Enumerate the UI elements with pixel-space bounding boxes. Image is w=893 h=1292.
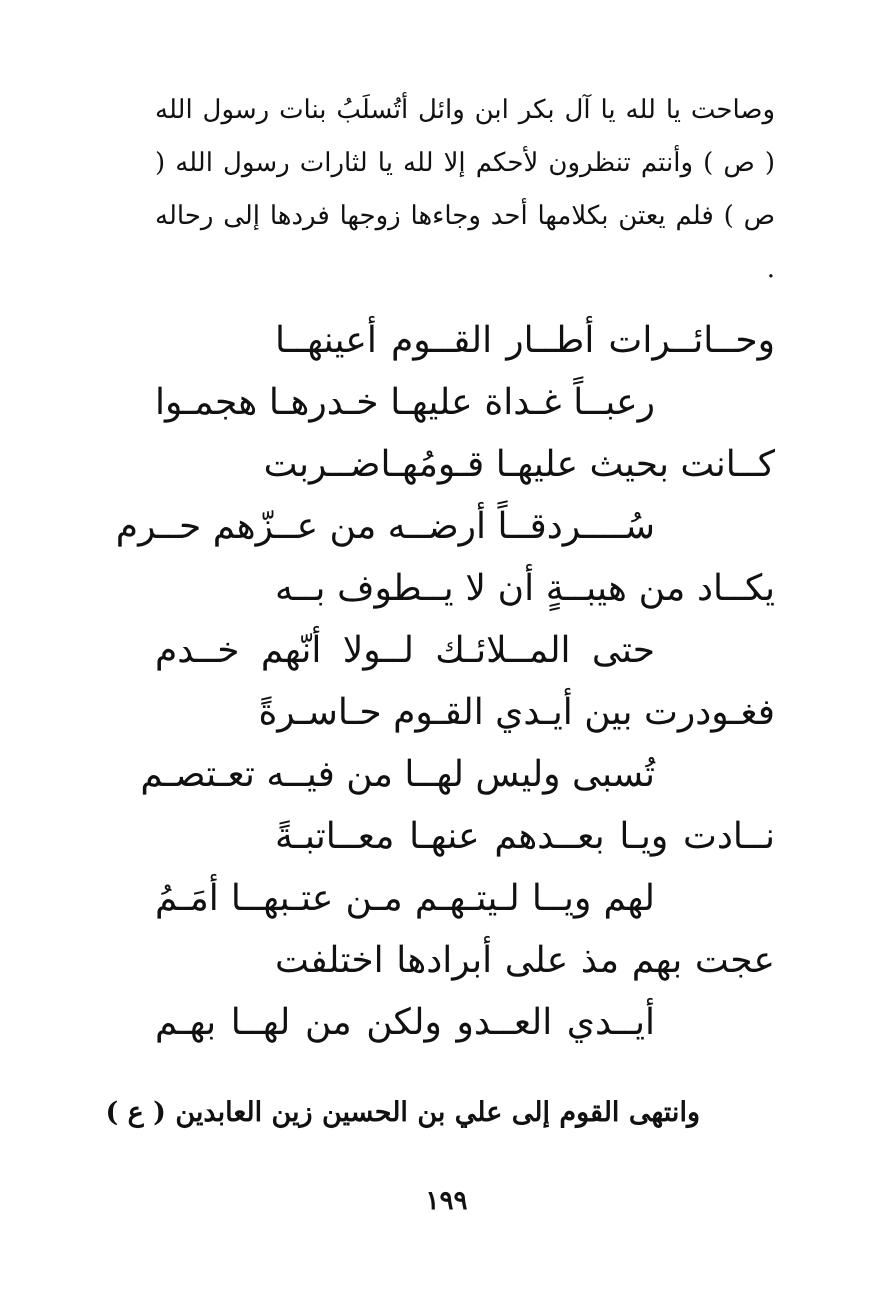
verse-line-2: رعبــاً غـداة عليهـا خـدرهـا هجمـوا	[155, 382, 655, 423]
verse-line-3: كــانت بحيث عليهـا قـومُهـاضــربت	[263, 444, 775, 485]
verse-line-5: يكــاد من هيبــةٍ أن لا يــطوف بــه	[275, 568, 775, 609]
verse-line-8: تُسبى وليس لهــا من فيــه تعـتصـم	[140, 754, 655, 795]
verse-line-9: نــادت ويـا بعــدهم عنهـا معــاتبـةً	[275, 816, 775, 857]
section-caption: وانتهى القوم إلى علي بن الحسين زين العابدين ( ع )	[105, 1097, 700, 1128]
verse-line-10: لهم ويــا لـيتـهـم مـن عتـبهــا أمَـمُ	[155, 878, 655, 919]
page-number: ١٩٩	[425, 1186, 468, 1216]
verse-line-11: عجت بهم مذ على أبرادها اختلفت	[275, 940, 775, 981]
verse-line-6: حتى المــلائـك لــولا أنّهم خــدم	[155, 630, 655, 671]
prose-paragraph	[155, 84, 775, 296]
verse-line-4: سُــــردقــاً أرضــه من عــزّهم حــرم	[115, 506, 655, 547]
verse-line-12: أيــدي العــدو ولكن من لهــا بهـم	[155, 1002, 655, 1043]
verse-line-1: وحــائــرات أطــار القــوم أعينهــا	[275, 320, 775, 361]
prose-text: وصاحت يا لله يا آل بكر ابن وائل أتُسلَبُ بنات رسول الله ( ص ) وأنتم تنظرون لأحكم إلا لله يا لثارات رسول الله ( ص ) فلم يعتن بكلامها أحد وجاءها زوجها فردها إلى رحاله .	[155, 95, 775, 284]
verse-line-7: فغـودرت بين أيـدي القـوم حـاسـرةً	[258, 692, 775, 733]
